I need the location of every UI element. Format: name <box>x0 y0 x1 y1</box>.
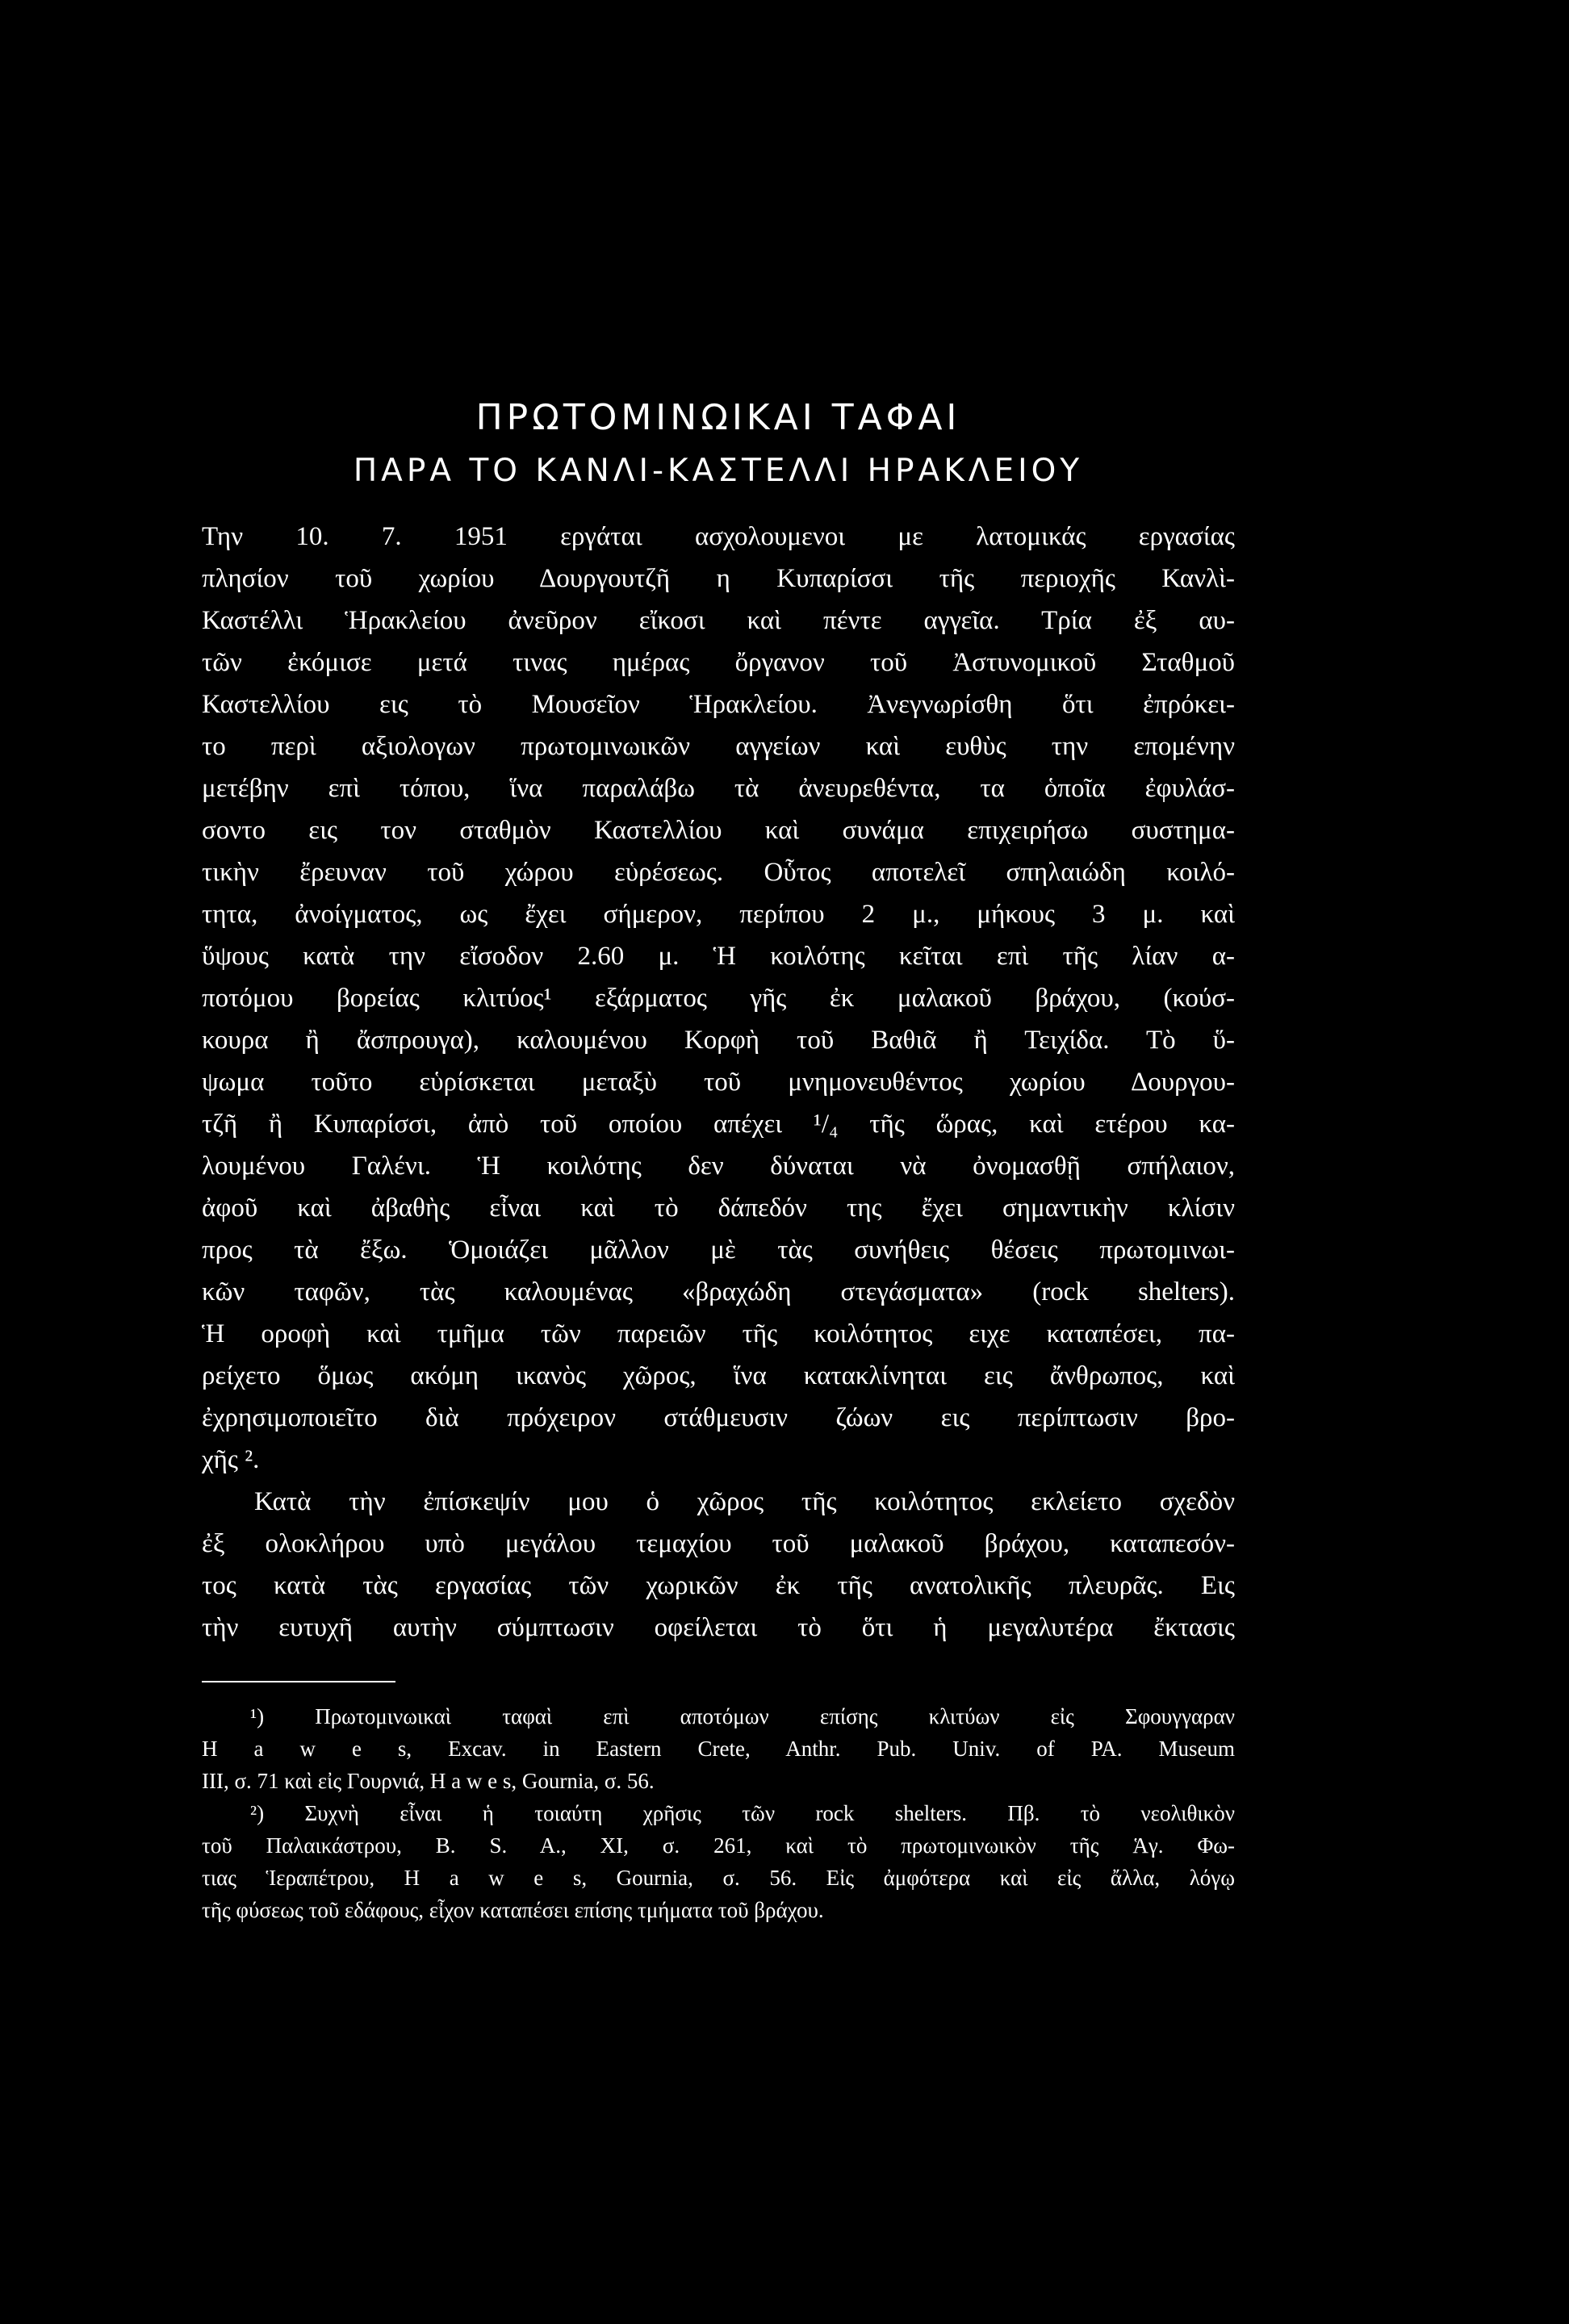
text-line: τὴν ευτυχῆ αυτὴν σύμπτωσιν οφείλεται τὸ ὅτι ἡ μεγαλυτέρα ἔκτασις <box>202 1613 1235 1642</box>
text-line: Καστελλίου εις τὸ Μουσεῖον Ἡρακλείου. Ἀνεγνωρίσθη ὅτι ἐπρόκει- <box>202 690 1235 719</box>
footnote-line: III, σ. 71 καὶ εἰς Γουρνιά, H a w e s, Gournia, σ. 56. <box>202 1769 655 1793</box>
text-line: ποτόμου βορείας κλιτύος¹ εξάρματος γῆς ἐκ μαλακοῦ βράχου, (κούσ- <box>202 984 1235 1013</box>
text-line: μετέβην επὶ τόπου, ἵνα παραλάβω τὰ ἀνευρεθέντα, τα ὁποῖα ἐφυλάσ- <box>202 774 1235 803</box>
text-line: Κατὰ τὴν ἐπίσκεψίν μου ὁ χῶρος τῆς κοιλότητος εκλείετο σχεδὸν <box>254 1487 1235 1516</box>
text-line: τος κατὰ τὰς εργασίας τῶν χωρικῶν ἐκ τῆς ανατολικῆς πλευρᾶς. Εις <box>202 1571 1235 1600</box>
footnote-line: τῆς φύσεως τοῦ εδάφους, εἶχον καταπέσει επίσης τμήματα τοῦ βράχου. <box>202 1898 824 1922</box>
body-text <box>202 516 1235 1649</box>
paragraph-1 <box>202 516 1235 1481</box>
footnote-line: τοῦ Παλαικάστρου, B. S. A., XI, σ. 261, καὶ τὸ πρωτομινωικὸν τῆς Ἁγ. Φω- <box>202 1833 1235 1858</box>
text-line: λουμένου Γαλένι. Ἡ κοιλότης δεν δύναται νὰ ὀνομασθῇ σπήλαιον, <box>202 1152 1235 1181</box>
text-line: τικὴν ἔρευναν τοῦ χώρου εὑρέσεως. Οὗτος αποτελεῖ σπηλαιώδη κοιλό- <box>202 858 1235 887</box>
page <box>202 371 1235 1926</box>
text-line: κῶν ταφῶν, τὰς καλουμένας «βραχώδη στεγάσματα» (rock shelters). <box>202 1277 1235 1306</box>
text-line: πλησίον τοῦ χωρίου Δουργουτζῆ η Κυπαρίσσι τῆς περιοχῆς Κανλὶ- <box>202 564 1235 593</box>
text-line: ψωμα τοῦτο εὑρίσκεται μεταξὺ τοῦ μνημονευθέντος χωρίου Δουργου- <box>202 1068 1235 1097</box>
text-line: σοντο εις τον σταθμὸν Καστελλίου καὶ συνάμα επιχειρήσω συστημα- <box>202 816 1235 845</box>
text-line: προς τὰ ἔξω. Ὁμοιάζει μᾶλλον μὲ τὰς συνήθεις θέσεις πρωτομινωι- <box>202 1235 1235 1264</box>
text-line: ἐξ ολοκλήρου υπὸ μεγάλου τεμαχίου τοῦ μαλακοῦ βράχου, καταπεσόν- <box>202 1529 1235 1558</box>
footnote-line: H a w e s, Excav. in Eastern Crete, Anthr. Pub. Univ. of PA. Museum <box>202 1737 1235 1761</box>
title-line-2: ΠΑΡΑ ΤΟ ΚΑΝΛΙ-ΚΑΣΤΕΛΛΙ ΗΡΑΚΛΕΙΟΥ <box>353 453 1084 489</box>
footnote-line: τιας Ἱεραπέτρου, H a w e s, Gournia, σ. 56. Εἰς ἀμφότερα καὶ εἰς ἄλλα, λόγῳ <box>202 1866 1235 1890</box>
text-line: κουρα ἢ ἄσπρουγα), καλουμένου Κορφὴ τοῦ Βαθιᾶ ἢ Τειχίδα. Τὸ ὕ- <box>202 1026 1235 1055</box>
text-line: Ἡ οροφὴ καὶ τμῆμα τῶν παρειῶν τῆς κοιλότητος ειχε καταπέσει, πα- <box>202 1319 1235 1348</box>
title-line-1: ΠΡΩΤΟΜΙΝΩΙΚΑΙ ΤΑΦΑΙ <box>475 397 961 438</box>
footnotes <box>202 1700 1235 1926</box>
footnote-line: ²) Συχνὴ εἶναι ἡ τοιαύτη χρῆσις τῶν rock shelters. Πβ. τὸ νεολιθικὸν <box>250 1801 1235 1825</box>
footnote-divider <box>202 1681 395 1682</box>
text-line: τζῆ ἢ Κυπαρίσσι, ἀπὸ τοῦ οποίου απέχει ¹/₄ τῆς ὥρας, καὶ ετέρου κα- <box>202 1110 1235 1139</box>
footnote-line: ¹) Πρωτομινωικαὶ ταφαὶ επὶ αποτόμων επίσης κλιτύων εἰς Σφουγγαραν <box>250 1704 1235 1728</box>
text-line: ἀφοῦ καὶ ἀβαθὴς εἶναι καὶ τὸ δάπεδόν της ἔχει σημαντικὴν κλίσιν <box>202 1193 1235 1223</box>
text-line: το περὶ αξιολογων πρωτομινωικῶν αγγείων καὶ ευθὺς την επομένην <box>202 732 1235 761</box>
paragraph-2 <box>202 1481 1235 1649</box>
text-line: ἐχρησιμοποιεῖτο διὰ πρόχειρον στάθμευσιν ζώων εις περίπτωσιν βρο- <box>202 1403 1235 1432</box>
text-line: Την 10. 7. 1951 εργάται ασχολουμενοι με λατομικάς εργασίας <box>202 522 1235 551</box>
text-line: χῆς ². <box>202 1445 260 1474</box>
text-line: τῶν ἐκόμισε μετά τινας ημέρας ὄργανον τοῦ Ἀστυνομικοῦ Σταθμοῦ <box>202 648 1235 677</box>
text-line: Καστέλλι Ἡρακλείου ἀνεῦρον εἴκοσι καὶ πέντε αγγεῖα. Τρία ἐξ αυ- <box>202 606 1235 635</box>
text-line: ὕψους κατὰ την εἴσοδον 2.60 μ. Ἡ κοιλότης κεῖται επὶ τῆς λίαν α- <box>202 942 1235 971</box>
text-line: ρείχετο ὅμως ακόμη ικανὸς χῶρος, ἵνα κατακλίνηται εις ἄνθρωπος, καὶ <box>202 1361 1235 1390</box>
footnote-1 <box>202 1700 1235 1797</box>
text-line: τητα, ἀνοίγματος, ως ἔχει σήμερον, περίπου 2 μ., μήκους 3 μ. καὶ <box>202 900 1235 929</box>
footnote-2 <box>202 1797 1235 1926</box>
